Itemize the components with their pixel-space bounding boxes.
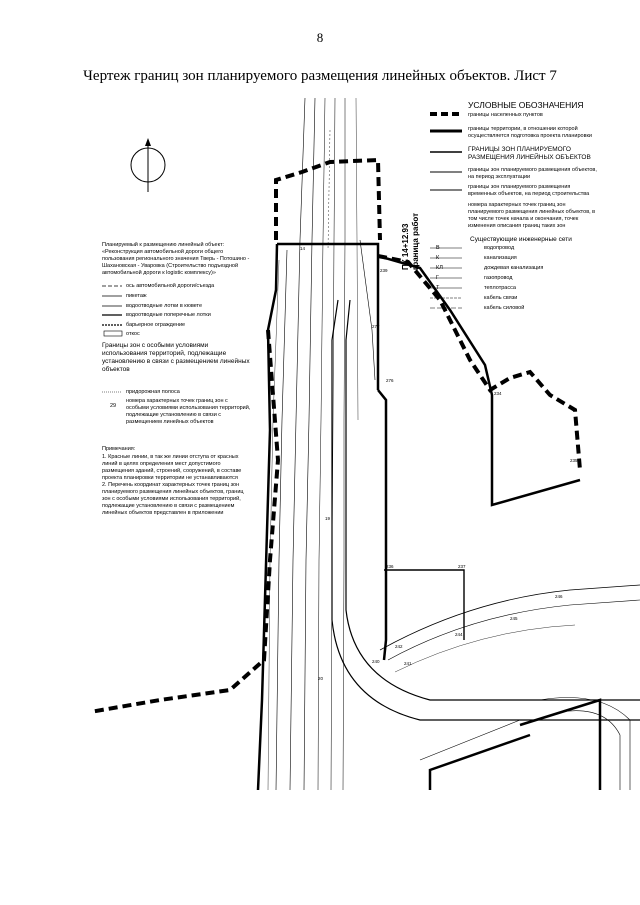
note-2: 2. Перечень координат характерных точек границ зон планируемого размещения линейных объектов, границ зон с особыми условиями использования территорий, подлежащие установлению в связи с размещением линейных объектов представлен в приложении xyxy=(102,482,244,516)
legend-left-item-3: водоотводные поперечные лотки xyxy=(126,312,211,318)
network-code-water: В xyxy=(436,245,440,251)
legend-left-item-0: ось автомобильной дороги/съезда xyxy=(126,283,215,289)
network-code-storm: КЛ xyxy=(436,265,443,271)
network-code-gas: Г xyxy=(436,275,439,281)
map-point-labels xyxy=(300,246,578,681)
legend-right-item-3: границы зон планируемого размещения объектов, на период эксплуатации xyxy=(468,167,597,180)
north-arrow-icon xyxy=(131,138,165,192)
legend-zones-header: Границы зон с особыми условиями использования территорий, подлежащие установлению в связи с размещением линейных объектов xyxy=(102,342,250,373)
legend-right-item-2: ГРАНИЦЫ ЗОН ПЛАНИРУЕМОГО РАЗМЕЩЕНИЯ ЛИНЕЙНЫХ ОБЪЕКТОВ xyxy=(468,146,591,161)
section-mark xyxy=(401,213,420,270)
svg-text:237: 237 xyxy=(458,564,466,569)
svg-text:239: 239 xyxy=(380,268,388,273)
svg-text:20: 20 xyxy=(318,676,324,681)
legend-right-item-1: границы территории, в отношении которой осуществляется подготовка проекта планировки xyxy=(468,126,592,139)
legend-zones-point-number: 29 xyxy=(110,403,117,409)
legend-left-item-2: водоотводные лотки в кювете xyxy=(126,303,203,309)
svg-text:241: 241 xyxy=(404,661,412,666)
svg-text:277: 277 xyxy=(372,324,380,329)
network-item-gas: газопровод xyxy=(484,275,513,281)
svg-text:244: 244 xyxy=(455,632,463,637)
legend-right-item-0: границы населенных пунктов xyxy=(468,112,543,118)
network-item-water: водопровод xyxy=(484,245,515,251)
svg-text:245: 245 xyxy=(510,616,518,621)
network-item-power: кабель силовой xyxy=(484,305,525,311)
legend-right-header: УСЛОВНЫЕ ОБОЗНАЧЕНИЯ xyxy=(468,100,584,110)
legend-left-object: Планируемый к размещению линейный объект: «Реконструкция автомобильной дороги общего пользования регионального значения Тверь - Потошино - Шахановская - Уваровка (Строительство подъездной автомобильной дороги к logistic комплексу)» xyxy=(102,242,250,276)
page-title: Чертеж границ зон планируемого размещения линейных объектов. Лист 7 xyxy=(83,68,557,84)
legend-zones-item-1: номера характерных точек границ зон с особыми условиями использования территорий, подлежащие установлению в связи с размещением линейных объектов xyxy=(126,398,251,425)
legend-left-item-5: откос xyxy=(126,331,140,337)
section-mark-label: ПК 14+12.93 xyxy=(401,223,410,270)
svg-text:242: 242 xyxy=(395,644,403,649)
network-item-sewer: канализация xyxy=(484,255,517,261)
legend-right-item-5: номера характерных точек границ зон планируемого размещения линейных объектов, в том числе точек начала и окончания, точек изменения описания границ таких зон xyxy=(468,202,596,229)
svg-text:240: 240 xyxy=(372,659,380,664)
legend-right-item-4: границы зон планируемого размещения временных объектов, на период строительства xyxy=(468,184,590,197)
svg-text:235: 235 xyxy=(570,458,578,463)
svg-text:236: 236 xyxy=(386,564,394,569)
network-item-heat: теплотрасса xyxy=(484,285,516,291)
legend-zones-item-0: придорожная полоса xyxy=(126,389,180,395)
notes-header: Примечания: xyxy=(102,446,136,452)
legend-right-symbols xyxy=(430,114,462,308)
network-code-heat: Т xyxy=(436,285,440,291)
section-mark-sub: граница работ xyxy=(411,213,420,270)
legend-networks-header: Существующие инженерные сети xyxy=(470,236,572,243)
network-item-storm: дождевая канализация xyxy=(484,265,544,271)
network-item-comm: кабель связи xyxy=(484,295,518,301)
svg-text:234: 234 xyxy=(494,391,502,396)
page-number: 8 xyxy=(316,30,324,45)
svg-text:246: 246 xyxy=(555,594,563,599)
note-1: 1. Красные линии, в так же линии отступа от красных линий в целях определения мест допустимого размещения зданий, строений, сооружений, в составе проекта планировки территории не устанавливаются xyxy=(102,454,242,481)
svg-text:19: 19 xyxy=(325,516,331,521)
legend-left-item-1: пикетаж xyxy=(126,293,147,299)
legend-left-item-4: барьерное ограждение xyxy=(126,322,186,328)
legend-left-symbols xyxy=(102,286,122,392)
svg-text:14: 14 xyxy=(300,246,306,251)
network-code-sewer: К xyxy=(436,255,440,261)
territory-boundary xyxy=(258,244,600,790)
svg-text:276: 276 xyxy=(386,378,394,383)
